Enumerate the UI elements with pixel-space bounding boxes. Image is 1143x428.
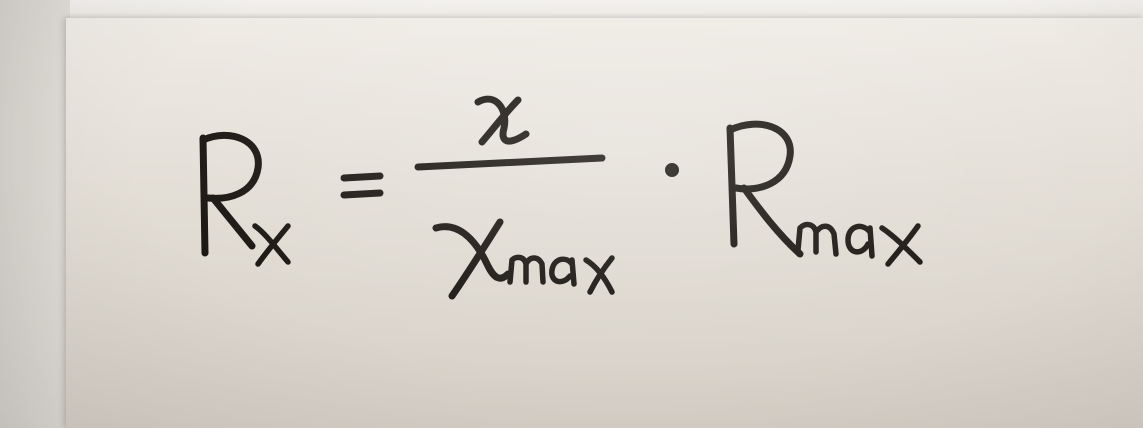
lhs-r-glyph	[203, 135, 258, 253]
numerator-x-glyph	[478, 99, 526, 142]
rhs-subscript-max-glyph	[798, 225, 920, 264]
denominator-x-glyph	[436, 222, 508, 296]
equals-sign	[344, 176, 380, 195]
fraction-bar	[418, 158, 602, 167]
lhs-subscript-x-glyph	[255, 226, 288, 264]
multiplication-dot	[669, 167, 676, 174]
denominator-subscript-max-glyph	[510, 257, 612, 292]
rhs-r-glyph	[730, 124, 800, 254]
